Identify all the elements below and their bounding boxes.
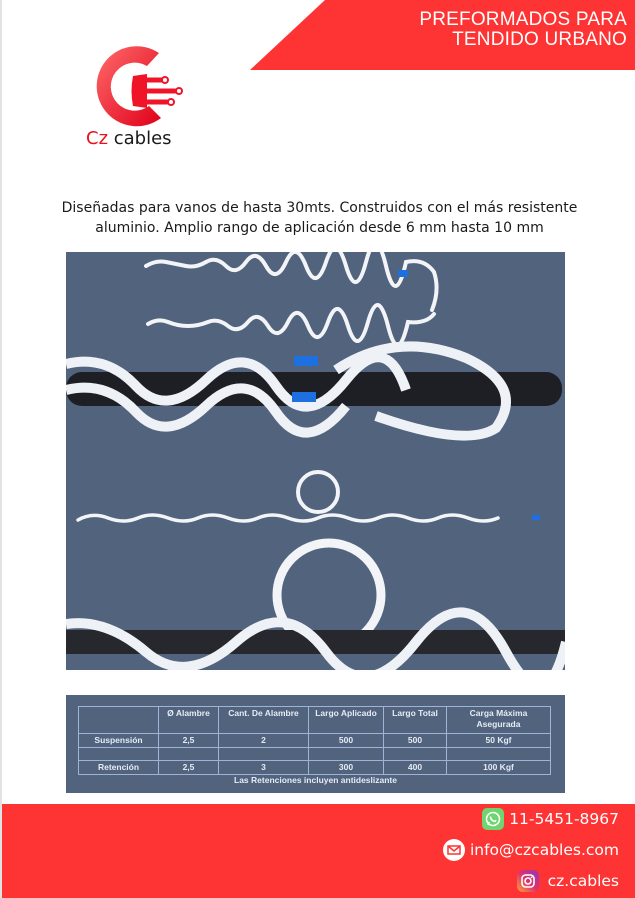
table-row <box>79 748 551 761</box>
table-cell: 2,5 <box>159 734 219 748</box>
table-cell: Suspensión <box>79 734 159 748</box>
table-cell <box>79 748 159 761</box>
table-note: Las Retenciones incluyen antideslizante <box>234 775 397 785</box>
brand-suffix: cables <box>108 128 172 149</box>
brand-name <box>86 128 172 149</box>
email-contact[interactable] <box>443 839 619 861</box>
product-description <box>32 198 607 238</box>
table-cell <box>447 748 551 761</box>
email-address: info@czcables.com <box>469 841 619 859</box>
table-cell: 3 <box>219 761 309 775</box>
table-header <box>79 707 159 734</box>
table-header: Ø Alambre <box>159 707 219 734</box>
table-cell <box>384 748 447 761</box>
table-header: Cant. De Alambre <box>219 707 309 734</box>
table-cell: 2,5 <box>159 761 219 775</box>
table-cell: Retención <box>79 761 159 775</box>
instagram-contact[interactable] <box>517 870 619 892</box>
mail-icon <box>443 839 465 861</box>
table-cell: 400 <box>384 761 447 775</box>
title-line-1: PREFORMADOS PARA <box>419 9 627 30</box>
product-photo <box>66 252 565 670</box>
table-cell <box>309 748 384 761</box>
table-header: Largo Total <box>384 707 447 734</box>
contact-footer <box>2 804 635 898</box>
table-cell: 2 <box>219 734 309 748</box>
title-line-2: TENDIDO URBANO <box>452 29 627 50</box>
table-header: Largo Aplicado <box>309 707 384 734</box>
phone-contact[interactable] <box>482 808 619 830</box>
table-cell: 300 <box>309 761 384 775</box>
table-cell: 500 <box>309 734 384 748</box>
instagram-icon <box>517 870 539 892</box>
brand-prefix: Cz <box>86 128 109 149</box>
instagram-handle: cz.cables <box>547 872 619 890</box>
table-cell <box>159 748 219 761</box>
table-header-row <box>79 707 551 734</box>
page-title <box>419 10 627 50</box>
table-header: Carga Máxima Asegurada <box>447 707 551 734</box>
preformed-wires-illustration <box>66 252 565 670</box>
phone-number: 11-5451-8967 <box>509 810 619 828</box>
table-cell: 50 Kgf <box>447 734 551 748</box>
whatsapp-icon <box>482 808 504 830</box>
table-row <box>79 761 551 775</box>
description-line-2: aluminio. Amplio rango de aplicación desde 6 mm hasta 10 mm <box>95 220 544 236</box>
table-cell <box>219 748 309 761</box>
spec-table <box>78 706 551 775</box>
table-row <box>79 734 551 748</box>
spec-table-panel <box>66 695 565 793</box>
description-line-1: Diseñadas para vanos de hasta 30mts. Construidos con el más resistente <box>61 200 578 216</box>
table-cell: 100 Kgf <box>447 761 551 775</box>
table-cell: 500 <box>384 734 447 748</box>
